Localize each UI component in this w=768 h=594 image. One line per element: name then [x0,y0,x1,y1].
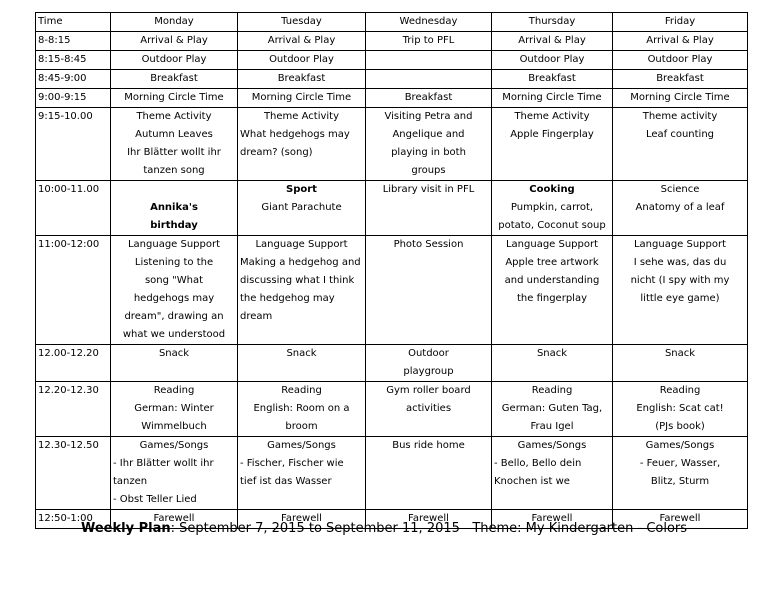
cell-line: Outdoor [408,348,449,359]
monday-cell [111,181,238,236]
friday-cell: Farewell [613,510,748,529]
tuesday-cell [238,108,366,181]
monday-cell [111,108,238,181]
table-row [36,108,748,181]
cell-line: - Bello, Bello dein [494,458,582,469]
tuesday-cell: Outdoor Play [238,51,366,70]
cell-line: Library visit in PFL [382,184,475,195]
cell-line: - Ihr Blätter wollt ihr [113,458,214,469]
time-cell: 10:00-11.00 [36,181,111,236]
cell-line: tief ist das Wasser [240,476,332,487]
tuesday-cell [238,181,366,236]
time-cell: 11:00-12:00 [36,236,111,345]
friday-cell [613,345,748,382]
cell-line: Bus ride home [392,440,465,451]
friday-cell [613,236,748,345]
monday-cell [111,236,238,345]
time-cell: 12.20-12.30 [36,382,111,437]
weekly-plan-table [35,12,748,529]
cell-heading: Sport [286,184,317,195]
friday-cell [613,181,748,236]
cell-line: Knochen ist we [494,476,570,487]
cell-line: Games/Songs [645,440,715,451]
cell-line: - Obst Teller Lied [113,494,197,505]
cell-line: Autumn Leaves [135,129,213,140]
header-row [36,13,748,32]
cell-line: nicht (I spy with my [630,275,730,286]
footer-caption [0,521,768,536]
friday-cell [613,382,748,437]
cell-line: Theme Activity [514,111,590,122]
tuesday-cell [238,437,366,510]
time-cell: 8-8:15 [36,32,111,51]
cell-line: Theme activity [642,111,718,122]
monday-cell: Breakfast [111,70,238,89]
table-row [36,345,748,382]
thursday-cell: Farewell [492,510,613,529]
cell-line: the fingerplay [516,293,587,304]
header-friday: Friday [613,13,748,32]
cell-heading: Cooking [529,184,575,195]
wednesday-cell [366,70,492,89]
cell-line: and understanding [504,275,600,286]
cell-line: playgroup [403,366,454,377]
cell-line: Games/Songs [267,440,336,451]
cell-line: tanzen [113,476,148,487]
header-wednesday: Wednesday [366,13,492,32]
cell-line: (PJs book) [655,421,705,432]
tuesday-cell: Breakfast [238,70,366,89]
thursday-cell: Outdoor Play [492,51,613,70]
time-cell: 12.00-12.20 [36,345,111,382]
cell-line: What hedgehogs may [240,129,350,140]
thursday-cell: Morning Circle Time [492,89,613,108]
footer-dates: : September 7, 2015 to September 11, 2015 [170,521,460,536]
thursday-cell [492,382,613,437]
cell-line: Games/Songs [517,440,587,451]
cell-line: Anatomy of a leaf [635,202,725,213]
tuesday-cell [238,345,366,382]
cell-line: discussing what I think [240,275,355,286]
thursday-cell [492,345,613,382]
cell-line: dream [240,311,273,322]
cell-line: German: Winter [134,403,214,414]
cell-line: dream", drawing an [124,311,224,322]
cell-line: Reading [153,385,195,396]
time-cell: 12:50-1:00 [36,510,111,529]
header-tuesday: Tuesday [238,13,366,32]
table-row [36,89,748,108]
cell-line: Leaf counting [645,129,715,140]
cell-line: Apple Fingerplay [510,129,594,140]
time-cell: 8:45-9:00 [36,70,111,89]
monday-cell: Morning Circle Time [111,89,238,108]
cell-line: potato, Coconut soup [498,220,606,231]
wednesday-cell [366,108,492,181]
cell-line: Annika's [150,202,198,213]
wednesday-cell [366,236,492,345]
friday-cell [613,437,748,510]
cell-line: Snack [158,348,190,359]
thursday-cell: Breakfast [492,70,613,89]
header-monday: Monday [111,13,238,32]
time-cell: 12.30-12.50 [36,437,111,510]
time-cell: 9:00-9:15 [36,89,111,108]
cell-line: little eye game) [640,293,720,304]
cell-line: Frau Igel [530,421,574,432]
thursday-cell [492,181,613,236]
monday-cell: Arrival & Play [111,32,238,51]
cell-line: - Feuer, Wasser, [639,458,721,469]
table-row [36,51,748,70]
friday-cell [613,108,748,181]
table-row [36,382,748,437]
footer-theme: Theme: My Kindergarten - Colors [472,521,688,536]
table-row [36,32,748,51]
cell-line: Language Support [633,239,727,250]
cell-line: Reading [531,385,573,396]
cell-line: - Fischer, Fischer wie [240,458,344,469]
cell-line: Language Support [127,239,221,250]
cell-line: the hedgehog may [240,293,335,304]
tuesday-cell [238,236,366,345]
cell-line: Snack [664,348,696,359]
cell-line: German: Guten Tag, [501,403,603,414]
cell-line: Language Support [505,239,599,250]
wednesday-cell [366,181,492,236]
cell-line: Angelique and [392,129,465,140]
cell-line: what we understood [122,329,226,340]
blank-line [113,181,235,199]
thursday-cell: Arrival & Play [492,32,613,51]
cell-line: dream? (song) [240,147,313,158]
thursday-cell [492,236,613,345]
cell-line: Reading [659,385,701,396]
wednesday-cell [366,382,492,437]
table-row [36,181,748,236]
friday-cell: Breakfast [613,70,748,89]
cell-line: Listening to the [134,257,214,268]
friday-cell: Outdoor Play [613,51,748,70]
tuesday-cell [238,382,366,437]
monday-cell: Outdoor Play [111,51,238,70]
cell-line: Pumpkin, carrot, [510,202,594,213]
cell-line: Photo Session [393,239,464,250]
cell-line: Theme Activity [263,111,340,122]
footer-label: Weekly Plan [80,521,171,536]
cell-line: Apple tree artwork [505,257,599,268]
cell-line: groups [411,165,446,176]
monday-cell [111,437,238,510]
cell-line: Ihr Blätter wollt ihr [127,147,221,158]
cell-line: activities [405,403,452,414]
monday-cell [111,345,238,382]
cell-line: I sehe was, das du [633,257,727,268]
monday-cell [111,382,238,437]
cell-line: Giant Parachute [261,202,342,213]
cell-line: English: Room on a [253,403,350,414]
tuesday-cell: Arrival & Play [238,32,366,51]
thursday-cell [492,108,613,181]
wednesday-cell: Farewell [366,510,492,529]
cell-line: Theme Activity [136,111,212,122]
cell-line: Gym roller board [386,385,471,396]
cell-line: Science [660,184,700,195]
cell-line: Making a hedgehog and [240,257,361,268]
cell-line: Snack [286,348,317,359]
cell-line: Visiting Petra and [384,111,473,122]
wednesday-cell: Trip to PFL [366,32,492,51]
time-cell: 8:15-8:45 [36,51,111,70]
cell-line: playing in both [391,147,466,158]
cell-line: birthday [150,220,198,231]
time-cell: 9:15-10.00 [36,108,111,181]
cell-line: Snack [536,348,568,359]
cell-line: Wimmelbuch [141,421,207,432]
table-row [36,236,748,345]
cell-line: English: Scat cat! [636,403,724,414]
cell-line: Games/Songs [139,440,209,451]
tuesday-cell: Morning Circle Time [238,89,366,108]
friday-cell: Arrival & Play [613,32,748,51]
cell-line: Blitz, Sturm [650,476,710,487]
friday-cell: Morning Circle Time [613,89,748,108]
thursday-cell [492,437,613,510]
tuesday-cell: Farewell [238,510,366,529]
wednesday-cell: Breakfast [366,89,492,108]
table-row [36,437,748,510]
cell-line: tanzen song [143,165,205,176]
cell-line: song "What [144,275,204,286]
wednesday-cell [366,437,492,510]
wednesday-cell [366,345,492,382]
wednesday-cell [366,51,492,70]
header-thursday: Thursday [492,13,613,32]
table-row [36,70,748,89]
cell-line: hedgehogs may [133,293,215,304]
cell-line: Reading [281,385,322,396]
monday-cell: Farewell [111,510,238,529]
header-time: Time [36,13,111,32]
cell-line: Language Support [255,239,348,250]
cell-line: broom [285,421,318,432]
